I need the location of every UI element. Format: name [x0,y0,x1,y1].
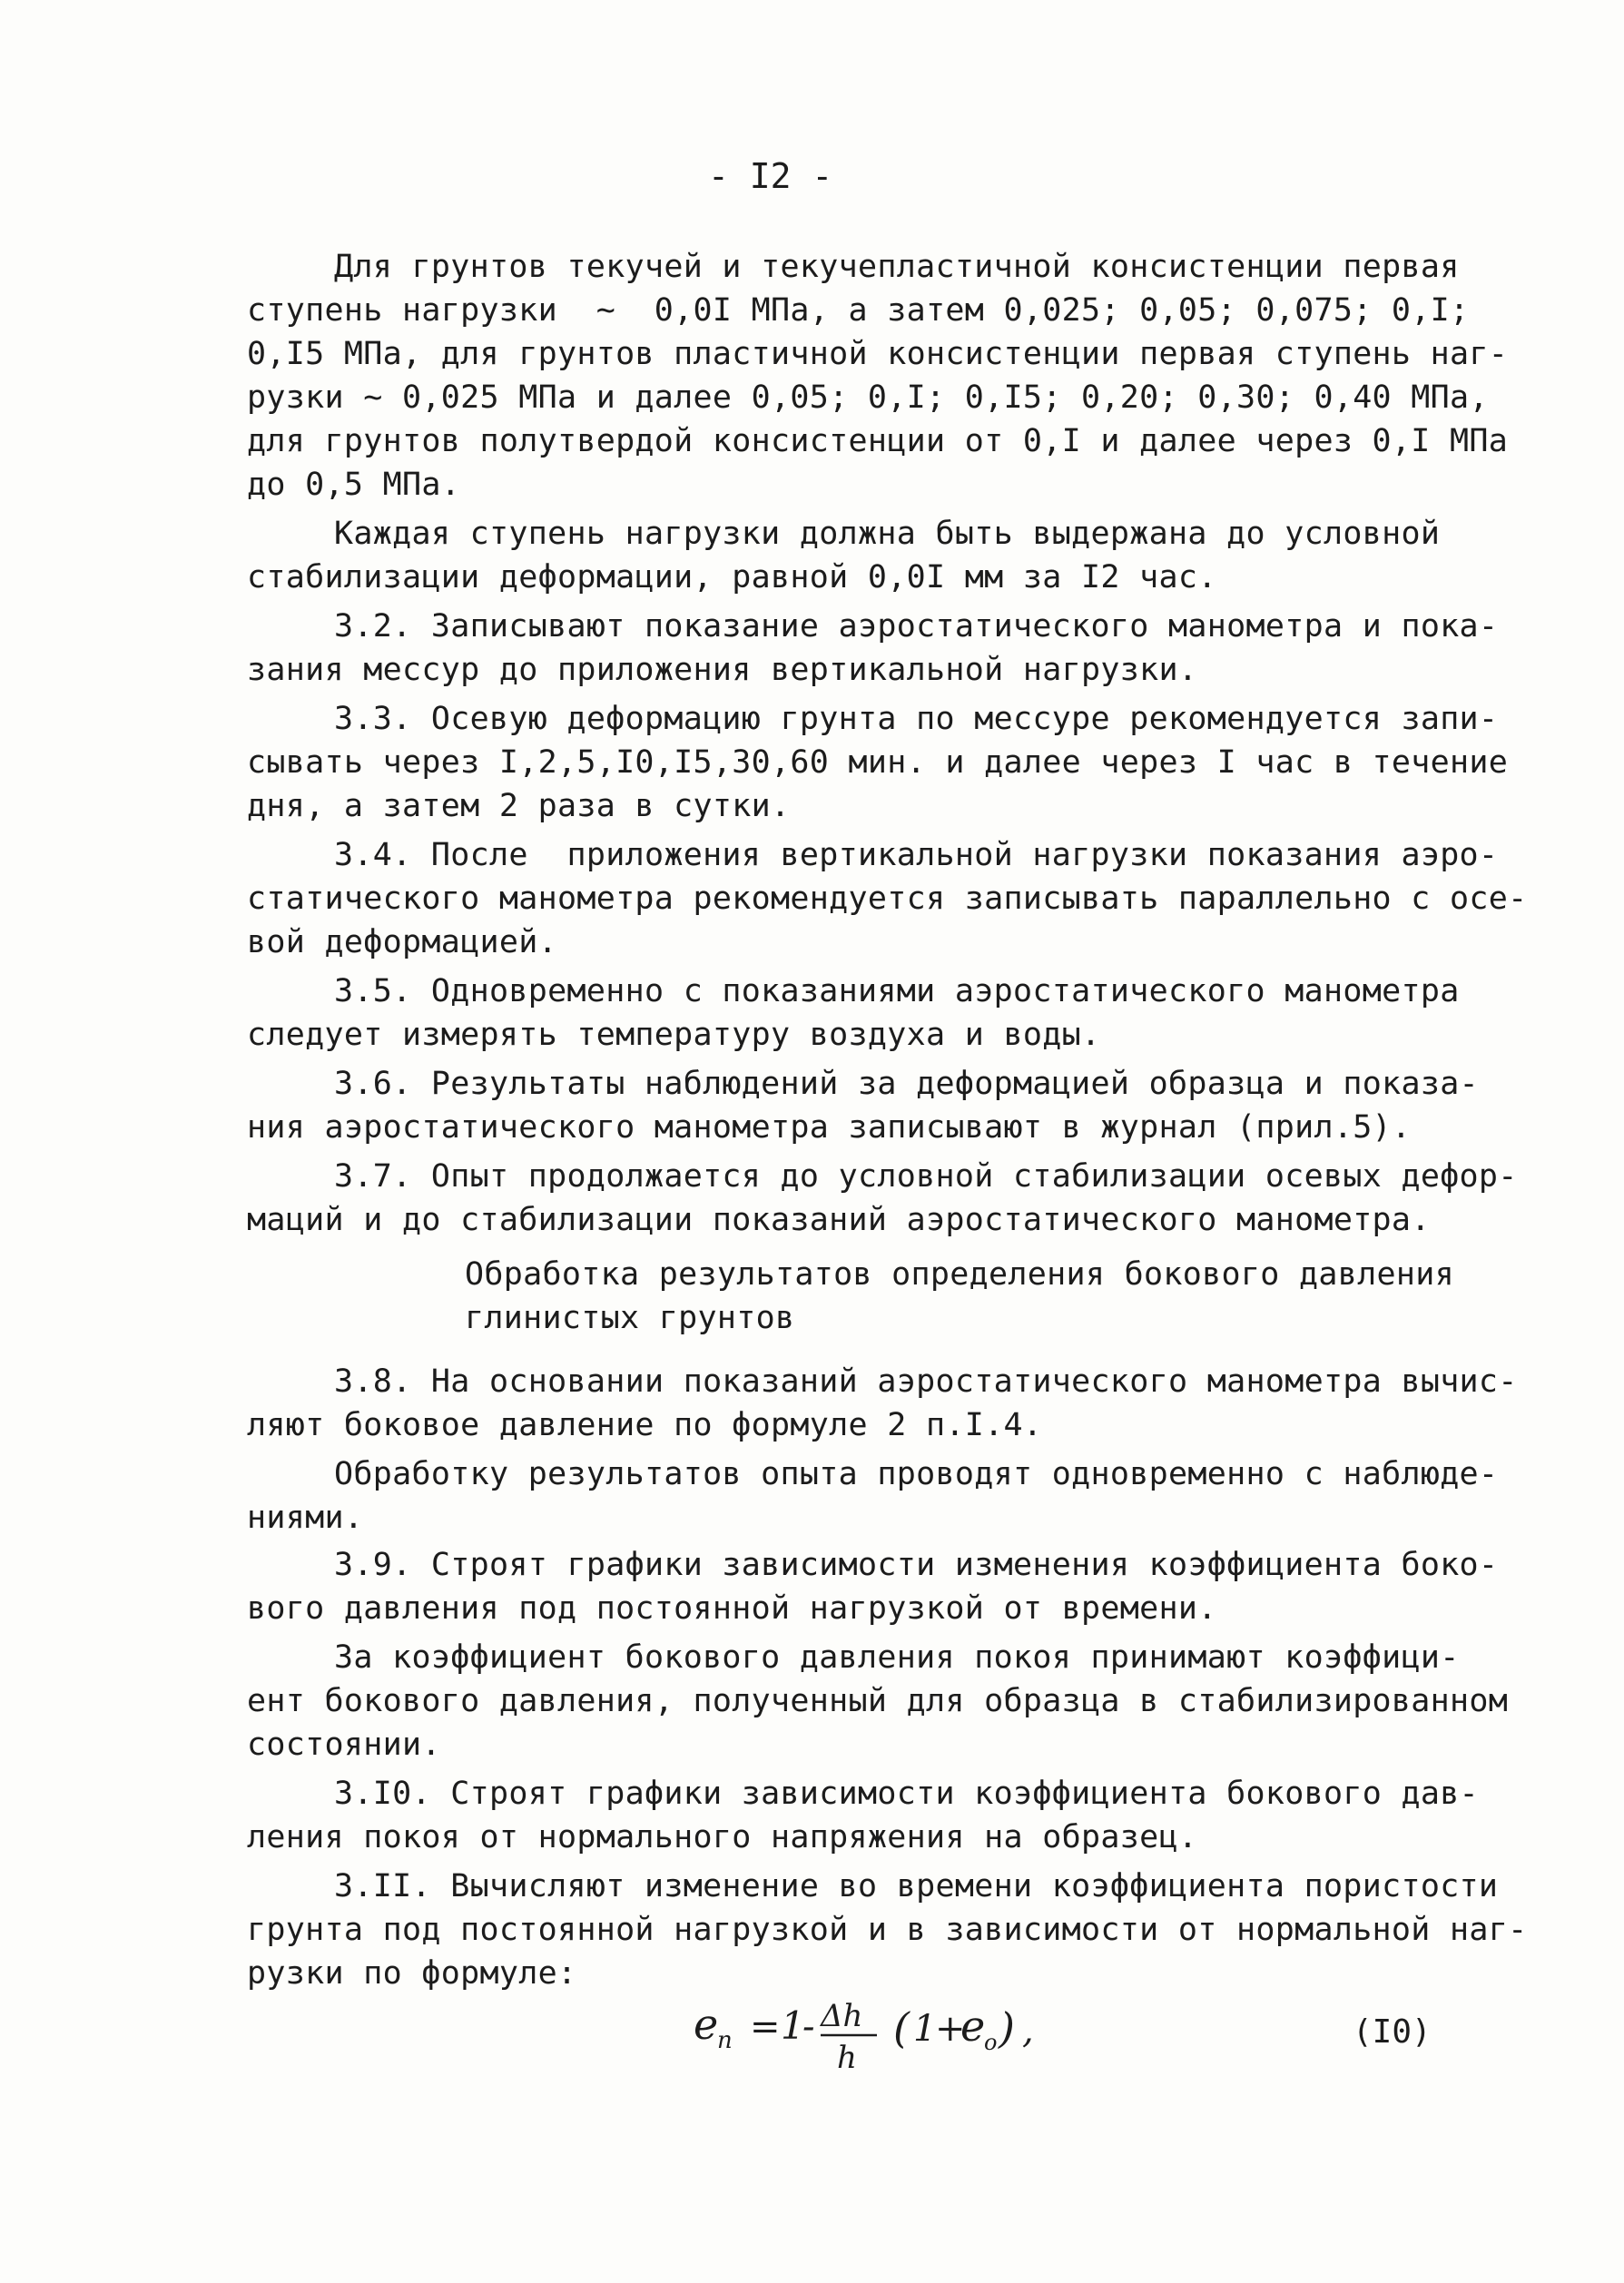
text-line: вой деформацией. [247,924,557,960]
text-line: ент бокового давления, полученный для образца в стабилизированном [247,1683,1509,1719]
text-line: ступень нагрузки ~ 0,0I МПа, а затем 0,025; 0,05; 0,075; 0,I; [247,292,1470,329]
formula-comma: , [1022,2010,1034,2052]
formula-plus: + [935,2008,966,2050]
text-line: дня, а затем 2 раза в сутки. [247,788,791,824]
text-line: статического манометра рекомендуется записывать параллельно с осе- [247,881,1528,917]
text-line: до 0,5 МПа. [247,467,461,503]
text-line: маций и до стабилизации показаний аэростатического манометра. [247,1202,1431,1238]
text-line: вого давления под постоянной нагрузкой от времени. [247,1590,1217,1627]
text-line: 3.8. На основании показаний аэростатического манометра вычис- [334,1363,1518,1400]
text-line: Обработку результатов опыта проводят одновременно с наблюде- [334,1456,1499,1492]
text-line: 3.6. Результаты наблюдений за деформацией образца и показа- [334,1066,1479,1102]
formula-equals: = [750,2006,781,2048]
text-line: 3.9. Строят графики зависимости изменения коэффициента боко- [334,1547,1499,1583]
text-line: для грунтов полутвердой консистенции от 0,I и далее через 0,I МПа [247,423,1509,459]
text-line: зания мессур до приложения вертикальной нагрузки. [247,652,1198,688]
formula-lhs: e [694,2000,719,2049]
text-line: рузки по формуле: [247,1955,577,1992]
text-line: 0,I5 МПа, для грунтов пластичной консистенции первая ступень наг- [247,336,1509,372]
text-line: 3.5. Одновременно с показаниями аэростатического манометра [334,973,1460,1009]
formula-lhs-sub: n [717,2027,733,2054]
formula-one: 1 [781,2003,805,2048]
text-line: Каждая ступень нагрузки должна быть выдержана до условной [334,516,1441,552]
text-line: стабилизации деформации, равной 0,0I мм за I2 час. [247,559,1217,595]
text-line: 3.2. Записывают показание аэростатического манометра и пока- [334,608,1499,645]
formula-paren-open: ( [893,2003,910,2052]
text-line: ления покоя от нормального напряжения на образец. [247,1819,1198,1855]
text-line: грунта под постоянной нагрузкой и в зависимости от нормальной наг- [247,1912,1528,1948]
formula-minus: - [802,2006,815,2048]
section-heading: глинистых грунтов [465,1300,795,1336]
text-line: 3.II. Вычисляют изменение во времени коэффициента пористости [334,1868,1499,1904]
text-line: следует измерять температуру воздуха и воды. [247,1017,1101,1053]
formula-one-2: 1 [913,2008,937,2050]
formula-e0: e [960,2002,986,2051]
section-heading: Обработка результатов определения бокового давления [465,1256,1454,1293]
text-line: состоянии. [247,1727,441,1763]
text-line: ниями. [247,1500,364,1536]
text-line: 3.4. После приложения вертикальной нагрузки показания аэро- [334,837,1499,873]
text-line: За коэффициент бокового давления покоя принимают коэффици- [334,1639,1460,1676]
text-line: сывать через I,2,5,I0,I5,30,60 мин. и далее через I час в течение [247,744,1509,781]
formula-svg [690,1988,1235,2079]
text-line: Для грунтов текучей и текучепластичной консистенции первая [334,249,1460,285]
formula-numerator: Δh [821,1998,863,2034]
page-number: - I2 - [708,156,833,196]
text-line: рузки ~ 0,025 МПа и далее 0,05; 0,I; 0,I5; 0,20; 0,30; 0,40 МПа, [247,379,1489,416]
formula [690,1988,1235,2079]
text-line: 3.7. Опыт продолжается до условной стабилизации осевых дефор- [334,1158,1518,1195]
text-line: 3.3. Осевую деформацию грунта по мессуре рекомендуется запи- [334,701,1499,737]
formula-denominator: h [837,2040,857,2076]
text-line: ния аэростатического манометра записывают в журнал (прил.5). [247,1109,1412,1146]
text-line: 3.I0. Строят графики зависимости коэффициента бокового дав- [334,1776,1479,1812]
text-line: ляют боковое давление по формуле 2 п.I.4. [247,1407,1043,1443]
equation-number: (I0) [1353,2013,1432,2051]
formula-e0-sub: o [984,2030,998,2055]
formula-paren-close: ) [999,2003,1015,2052]
